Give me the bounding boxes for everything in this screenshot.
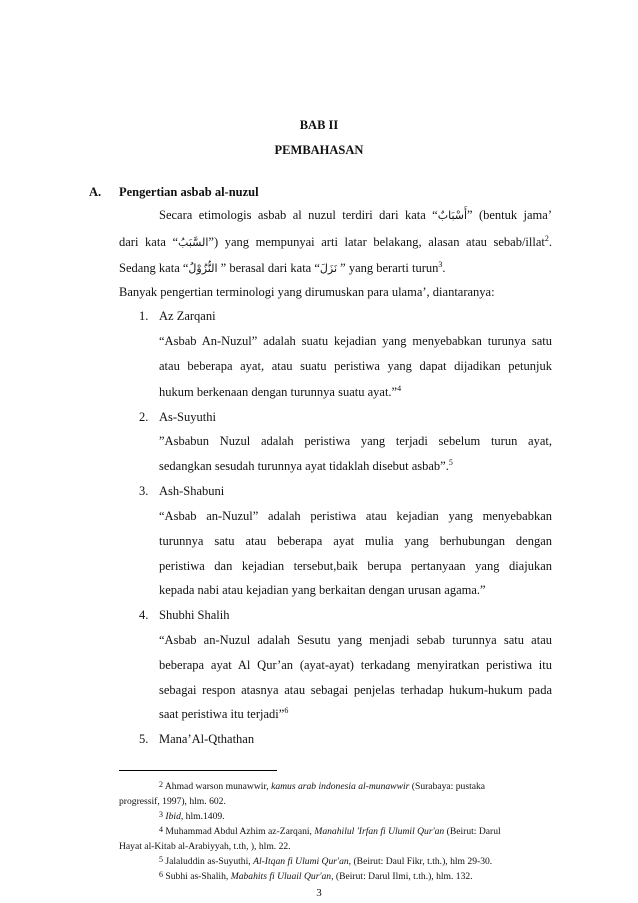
page-number: 3 [316,887,322,899]
footnote-5: $^5$ Jalaluddin as-Suyuthi, Al-Itqan fi Ulumi Qur'an, (Beirut: Daul Fikr, t.th.), hlm 29-30. [159,855,493,867]
intro-line-3: Sedang kata “النُّزُوْلُ ” berasal dari kata “نَزَلَ ” yang berarti turun$^3$. [119,260,446,275]
definition-line: “Asbab an-Nuzul” adalah peristiwa atau kejadian yang menyebabkan [159,509,552,523]
intro-line-2: dari kata “السَّبَبُ”) yang mempunyai arti latar belakang, alasan atau sebab/illat$^2$. [119,234,552,249]
intro-line-4: Banyak pengertian terminologi yang dirumuskan para ulama’, diantaranya: [119,285,495,299]
chapter-title: PEMBAHASAN [274,143,364,157]
arabic-word: النُّزُوْلُ [188,262,218,275]
definition-line: “Asbab An-Nuzul” adalah suatu kejadian yang menyebabkan turunya satu [159,334,552,348]
footnote-4-line-2: Hayat al-Kitab al-Arabiyyah, t.th, ), hlm. 22. [119,841,291,852]
footnote-ref: 6 [284,706,289,715]
definition-line: saat peristiwa itu terjadi”$^6$ [159,706,289,721]
definition-line: “Asbab an-Nuzul adalah Sesutu yang menjadi sebab turunnya satu atau [159,633,552,647]
list-item-name: Az Zarqani [159,309,216,323]
section-marker: A. [89,185,102,199]
footnote-6: $^6$ Subhi as-Shalih, Mabahits fi Uluail Qur'an, (Beirut: Darul Ilmi, t.th.), hlm. 132. [159,870,473,882]
list-item-number: 1. [139,309,149,323]
list-item-name: As-Suyuthi [159,410,216,424]
list-item-name: Ash-Shabuni [159,484,225,498]
footnote-ref: 4 [397,384,402,393]
definition-line: sedangkan sesudah turunnya ayat tidaklah disebut asbab”.$^5$ [159,458,453,473]
list-item-name: Mana’Al-Qthathan [159,732,255,746]
chapter-label: BAB II [299,118,339,132]
definition-line: kepada nabi atau kejadian yang berkaitan dengan urusan agama.” [159,583,486,597]
definition-line: ”Asbabun Nuzul adalah peristiwa yang terjadi sebelum turun ayat, [159,434,552,448]
footnote-2-line-1: $^2$ Ahmad warson munawwir, kamus arab indonesia al-munawwir (Surabaya: pustaka [159,780,486,792]
footnote-4-line-1: $^4$ Muhammad Abdul Azhim az-Zarqani, Manahilul 'Irfan fi Ulumil Qur'an (Beirut: Darul [159,825,501,837]
definition-line: peristiwa dan kejadian tersebut,baik berupa pertanyaan yang diajukan [159,559,552,573]
footnote-ref: 5 [448,458,453,467]
footnote-separator [119,770,277,771]
section-title: Pengertian asbab al-nuzul [119,185,259,199]
arabic-word: السَّبَبُ [178,236,209,249]
list-item-number: 3. [139,484,149,498]
definition-line: beberapa ayat Al Qur’an (ayat-ayat) terkadang menyiratkan peristiwa itu [159,658,552,672]
list-item-number: 4. [139,608,149,622]
footnote-ref: 3 [438,260,443,269]
definition-line: atau beberapa ayat, atau suatu peristiwa yang dapat dijadikan petunjuk [159,359,552,373]
footnote-2-line-2: progressif, 1997), hlm. 602. [119,796,226,807]
list-item-number: 2. [139,410,149,424]
definition-line: turunnya satu atau beberapa ayat mulia yang berhubungan dengan [159,534,552,548]
definition-line: sebagai respon atasnya atau sebagai penjelas terhadap hukum-hukum pada [159,683,552,697]
definition-line: hukum berkenaan dengan turunnya suatu ayat.”$^4$ [159,384,402,399]
intro-line-1: Secara etimologis asbab al nuzul terdiri dari kata “أَسْبَابٌ” (bentuk jama’ [159,208,552,222]
arabic-word: أَسْبَابٌ [437,209,468,222]
list-item-number: 5. [139,732,149,746]
footnote-ref: 2 [544,234,549,243]
footnote-3: $^3$ Ibid, hlm.1409. [159,810,225,822]
list-item-name: Shubhi Shalih [159,608,230,622]
arabic-word: نَزَلَ [319,262,338,275]
